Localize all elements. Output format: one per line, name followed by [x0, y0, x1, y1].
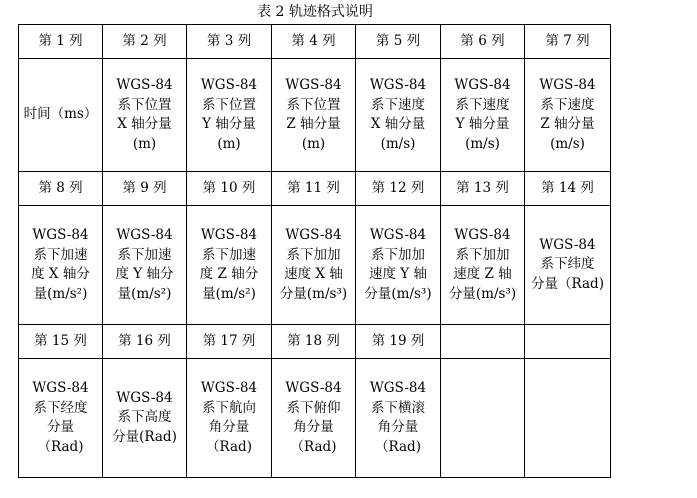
- description-cell: [272, 59, 356, 172]
- description-cell: [525, 359, 611, 478]
- column-header-cell: 第 12 列: [356, 172, 441, 206]
- description-cell: [103, 206, 187, 325]
- description-line: WGS-84: [200, 380, 258, 396]
- description-cell: [19, 59, 103, 172]
- description-line: 量(m/s²): [33, 285, 88, 302]
- description-row: [19, 359, 611, 478]
- description-cell: [187, 359, 272, 478]
- header-row: [19, 172, 611, 206]
- column-header-cell: 第 4 列: [272, 25, 356, 59]
- description-line: WGS-84: [369, 380, 427, 396]
- description-line: 系下高度: [117, 409, 172, 426]
- description-line: 系下经度: [33, 399, 88, 416]
- header-row: [19, 325, 611, 359]
- description-line: 系下航向: [202, 399, 256, 416]
- description-line: WGS-84: [454, 227, 511, 243]
- description-cell: [441, 59, 525, 172]
- column-header-cell: 第 19 列: [356, 325, 441, 359]
- description-line: （Rad): [290, 438, 337, 455]
- description-cell: [187, 206, 272, 325]
- description-line: WGS-84: [539, 77, 596, 93]
- description-line: 角分量: [377, 419, 419, 435]
- description-line: 度 X 轴分: [31, 266, 90, 282]
- description-line: 角分量: [293, 419, 334, 435]
- description-line: WGS-84: [454, 77, 511, 93]
- description-line: （Rad): [206, 438, 252, 455]
- description-line: 系下速度: [371, 96, 425, 113]
- description-line: WGS-84: [285, 227, 342, 243]
- column-header-cell: 第 8 列: [19, 172, 103, 206]
- column-header-cell: 第 6 列: [441, 25, 525, 59]
- description-cell: [19, 206, 103, 325]
- description-line: Y 轴分量: [455, 116, 510, 132]
- description-cell: [103, 359, 187, 478]
- description-line: 分量: [47, 419, 74, 435]
- description-line: X 轴分量: [370, 116, 426, 132]
- description-line: Z 轴分量: [540, 116, 595, 132]
- column-header-cell: 第 16 列: [103, 325, 187, 359]
- description-cell: [272, 206, 356, 325]
- description-line: (m/s): [380, 135, 416, 152]
- column-header-cell: 第 13 列: [441, 172, 525, 206]
- column-header-cell: 第 17 列: [187, 325, 272, 359]
- description-line: 系下加加: [371, 246, 425, 263]
- description-cell: [356, 206, 441, 325]
- table-caption: 表 2 轨迹格式说明: [257, 4, 373, 20]
- description-row: [19, 59, 611, 172]
- description-cell: [356, 359, 441, 478]
- description-line: WGS-84: [285, 380, 342, 396]
- trajectory-format-table: [18, 24, 611, 478]
- description-line: 速度 X 轴: [284, 266, 343, 282]
- description-line: WGS-84: [539, 236, 596, 253]
- description-line: 系下加速: [202, 246, 256, 263]
- description-line: WGS-84: [116, 227, 173, 243]
- description-cell: [272, 359, 356, 478]
- column-header-cell: [441, 325, 525, 359]
- column-header-cell: 第 10 列: [187, 172, 272, 206]
- description-line: 量(m/s²): [117, 285, 172, 302]
- description-line: 分量(m/s³): [279, 285, 348, 302]
- description-line: 系下加速: [117, 246, 172, 263]
- description-line: (m): [301, 135, 326, 152]
- column-header-cell: 第 14 列: [525, 172, 611, 206]
- column-header-cell: 第 18 列: [272, 325, 356, 359]
- description-line: 系下加加: [455, 246, 510, 263]
- description-line: （Rad): [37, 438, 84, 455]
- description-line: 分量（Rad): [531, 275, 604, 292]
- description-line: 系下速度: [540, 96, 595, 113]
- description-line: (m): [217, 135, 241, 152]
- description-row: [19, 206, 611, 325]
- description-cell: [525, 59, 611, 172]
- description-line: 系下纬度: [540, 256, 595, 273]
- description-line: (m): [132, 135, 157, 152]
- description-line: WGS-84: [32, 227, 89, 243]
- description-line: 分量(m/s³): [364, 285, 432, 302]
- header-row: [19, 25, 611, 59]
- description-line: （Rad): [375, 438, 421, 455]
- description-line: Y 轴分量: [202, 116, 256, 132]
- description-line: 系下位置: [286, 96, 341, 113]
- column-header-cell: 第 15 列: [19, 325, 103, 359]
- column-header-cell: 第 9 列: [103, 172, 187, 206]
- description-cell: [525, 206, 611, 325]
- description-line: 系下速度: [455, 96, 510, 113]
- description-line: Z 轴分量: [286, 116, 341, 132]
- description-line: 分量(Rad): [112, 428, 177, 445]
- description-line: WGS-84: [285, 77, 342, 93]
- column-header-cell: 第 11 列: [272, 172, 356, 206]
- description-cell: [441, 359, 525, 478]
- description-line: 时间（ms）: [23, 106, 98, 123]
- column-header-cell: 第 3 列: [187, 25, 272, 59]
- description-line: WGS-84: [116, 389, 173, 406]
- description-line: 分量(m/s³): [448, 285, 517, 302]
- description-cell: [187, 59, 272, 172]
- column-header-cell: 第 5 列: [356, 25, 441, 59]
- description-line: 系下俯仰: [286, 399, 341, 416]
- description-line: 系下横滚: [371, 399, 425, 416]
- description-line: 速度 Y 轴: [369, 266, 427, 282]
- description-line: 度 Z 轴分: [199, 266, 259, 282]
- column-header-cell: 第 2 列: [103, 25, 187, 59]
- description-line: WGS-84: [369, 227, 427, 243]
- description-cell: [356, 59, 441, 172]
- description-cell: [441, 206, 525, 325]
- description-cell: [19, 359, 103, 478]
- description-line: 系下加速: [33, 246, 88, 263]
- description-line: 速度 Z 轴: [453, 266, 512, 282]
- description-line: (m/s): [550, 135, 585, 152]
- description-line: WGS-84: [32, 380, 89, 396]
- description-line: 量(m/s²): [202, 285, 256, 302]
- description-line: 系下加加: [286, 246, 341, 263]
- description-line: WGS-84: [116, 77, 173, 93]
- description-line: 系下位置: [117, 96, 172, 113]
- column-header-cell: 第 1 列: [19, 25, 103, 59]
- description-line: 系下位置: [202, 96, 256, 113]
- description-line: WGS-84: [369, 77, 427, 93]
- description-cell: [103, 59, 187, 172]
- column-header-cell: 第 7 列: [525, 25, 611, 59]
- description-line: WGS-84: [200, 227, 258, 243]
- description-line: 度 Y 轴分: [115, 266, 174, 282]
- column-header-cell: [525, 325, 611, 359]
- description-line: (m/s): [465, 135, 500, 152]
- description-line: WGS-84: [200, 77, 258, 93]
- description-line: X 轴分量: [117, 116, 172, 132]
- description-line: 角分量: [208, 419, 250, 435]
